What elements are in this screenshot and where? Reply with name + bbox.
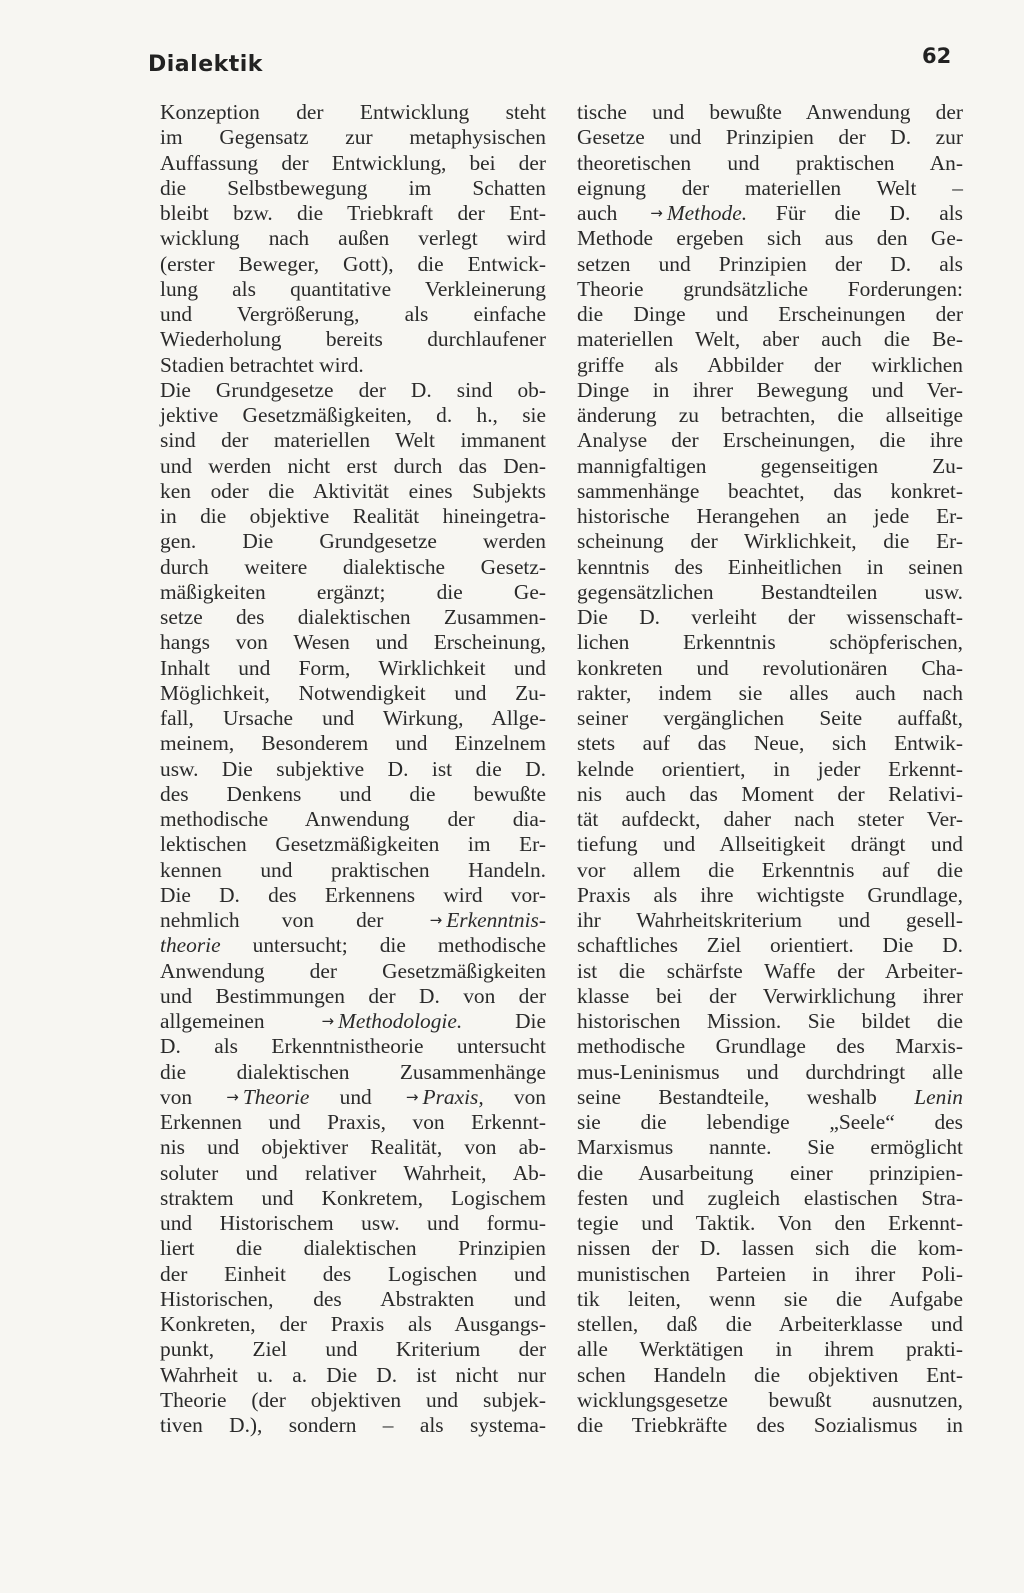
text-column-right (577, 100, 963, 1438)
text-line (577, 226, 963, 251)
italic-term: Methodologie. (338, 1009, 463, 1033)
text-fragment: Die D. verleiht der wissenschaft- (577, 605, 963, 629)
text-fragment: Erkennen und Praxis, von Erkennt- (160, 1110, 546, 1134)
text-line (160, 428, 546, 453)
text-line (160, 327, 546, 352)
text-fragment: von (160, 1084, 223, 1109)
text-fragment: mannigfaltigen gegenseitigen Zu- (577, 453, 963, 478)
text-fragment: jektive Gesetzmäßigkeiten, d. h., sie (160, 403, 546, 427)
text-line (577, 1413, 963, 1438)
text-line (160, 1287, 546, 1312)
text-fragment: eignung der materiellen Welt – (577, 175, 963, 200)
text-line (577, 605, 963, 630)
text-fragment: griffe als Abbilder der wirklichen (577, 352, 963, 377)
text-fragment: methodische Grundlage des Marxis- (577, 1034, 963, 1059)
text-line (577, 1363, 963, 1388)
text-line (160, 984, 546, 1009)
text-fragment: änderung zu betrachten, die allseitige (577, 403, 963, 427)
text-fragment: und werden nicht erst durch das Den- (160, 453, 546, 478)
text-fragment: ken oder die Aktivität eines Subjekts (160, 478, 546, 503)
text-fragment: die Selbstbewegung im Schatten (160, 175, 546, 200)
text-fragment: soluter und relativer Wahrheit, Ab- (160, 1160, 546, 1185)
text-fragment: (erster Beweger, Gott), die Entwick- (160, 251, 546, 276)
text-line (577, 176, 963, 201)
text-line (577, 731, 963, 756)
text-fragment: historische Herangehen an jede Er- (577, 504, 963, 528)
text-line (160, 176, 546, 201)
italic-term: Lenin (914, 1084, 963, 1109)
text-line (160, 858, 546, 883)
cross-reference-arrow-icon: → (226, 1087, 239, 1106)
italic-term: theorie (160, 933, 221, 958)
text-fragment: Methode ergeben sich aus den Ge- (577, 226, 963, 251)
text-fragment: tik leiten, wenn sie die Aufgabe (577, 1286, 963, 1311)
text-line (160, 277, 546, 302)
text-line (160, 1236, 546, 1261)
text-fragment: D. als Erkenntnistheorie untersucht (160, 1034, 546, 1059)
text-fragment: Theorie (der objektiven und subjek- (160, 1387, 546, 1412)
text-fragment: und Bestimmungen der D. von der (160, 983, 546, 1008)
text-fragment: und Vergrößerung, als einfache (160, 302, 546, 326)
text-fragment: seine Bestandteile, weshalb (577, 1084, 915, 1109)
text-line (160, 555, 546, 580)
text-line (577, 1186, 963, 1211)
text-line (577, 706, 963, 731)
text-fragment: gegensätzlichen Bestandteilen usw. (577, 579, 963, 604)
text-fragment: Für die D. als (747, 201, 964, 225)
text-line (160, 1388, 546, 1413)
text-fragment: lung als quantitative Verkleinerung (160, 276, 546, 301)
text-fragment: stets auf das Neue, sich Entwik- (577, 731, 963, 756)
text-line (160, 252, 546, 277)
text-fragment: Gesetze und Prinzipien der D. zur (577, 125, 963, 150)
text-line (577, 1135, 963, 1160)
text-fragment: durch weitere dialektische Gesetz- (160, 554, 546, 579)
text-fragment: schaftliches Ziel orientiert. Die D. (577, 933, 963, 958)
text-fragment: scheinung der Wirklichkeit, die Er- (577, 529, 963, 554)
text-fragment: Marxismus nannte. Sie ermöglicht (577, 1135, 963, 1160)
text-fragment: im Gegensatz zur metaphysischen (160, 125, 546, 150)
text-fragment: tiefung und Allseitigkeit drängt und (577, 832, 963, 857)
text-line (160, 605, 546, 630)
text-fragment: sie die lebendige „Seele“ des (577, 1110, 963, 1134)
text-line (577, 555, 963, 580)
text-line (577, 479, 963, 504)
text-column-left (160, 100, 546, 1438)
text-fragment: straktem und Konkretem, Logischem (160, 1185, 546, 1210)
text-line (577, 125, 963, 150)
text-line (160, 1262, 546, 1287)
text-line (577, 1009, 963, 1034)
text-line (577, 1312, 963, 1337)
text-fragment: Historischen, des Abstrakten und (160, 1286, 546, 1311)
text-line (160, 378, 546, 403)
text-fragment: tiven D.), sondern – als systema- (160, 1413, 546, 1437)
text-line (160, 100, 546, 125)
text-fragment: punkt, Ziel und Kriterium der (160, 1337, 546, 1362)
text-line (160, 908, 546, 933)
text-fragment: auch (577, 201, 647, 225)
text-line (577, 378, 963, 403)
text-line (577, 1236, 963, 1261)
text-fragment: fall, Ursache und Wirkung, Allge- (160, 706, 546, 730)
text-fragment: Praxis als ihre wichtigste Grundlage, (577, 882, 963, 907)
text-line (577, 933, 963, 958)
text-line (160, 1060, 546, 1085)
text-fragment: Stadien betrachtet wird. (160, 352, 364, 377)
text-fragment: rakter, indem sie alles auch nach (577, 680, 963, 705)
text-fragment: Die D. des Erkennens wird vor- (160, 882, 546, 907)
text-line (577, 959, 963, 984)
text-fragment: untersucht; die methodische (220, 933, 546, 958)
text-fragment: stellen, daß die Arbeiterklasse und (577, 1312, 963, 1336)
text-line (160, 1135, 546, 1160)
text-fragment: munistischen Parteien in ihrer Poli- (577, 1261, 963, 1286)
text-fragment: des Denkens und die bewußte (160, 781, 546, 806)
text-fragment: der Einheit des Logischen und (160, 1261, 546, 1286)
text-fragment: wicklung nach außen verlegt wird (160, 226, 546, 251)
text-line (577, 1034, 963, 1059)
text-line (577, 252, 963, 277)
text-fragment: Wiederholung bereits durchlaufener (160, 327, 546, 352)
text-line (160, 1186, 546, 1211)
text-fragment: ist die schärfste Waffe der Arbeiter- (577, 958, 963, 983)
text-line (160, 807, 546, 832)
cross-reference-arrow-icon: → (405, 1087, 419, 1106)
text-line (160, 226, 546, 251)
italic-term: Methode. (666, 201, 748, 225)
text-line (160, 656, 546, 681)
text-fragment: festen und zugleich elastischen Stra- (577, 1185, 963, 1210)
text-fragment: methodische Anwendung der dia- (160, 807, 546, 831)
text-fragment: bleibt bzw. die Triebkraft der Ent- (160, 201, 546, 225)
text-fragment: sammenhänge beachtet, das konkret- (577, 478, 963, 503)
text-fragment: setze des dialektischen Zusammen- (160, 605, 546, 629)
text-fragment: schen Handeln die objektiven Ent- (577, 1362, 963, 1387)
text-fragment: meinem, Besonderem und Einzelnem (160, 731, 546, 756)
cross-reference-arrow-icon: → (650, 204, 663, 222)
text-line (577, 529, 963, 554)
cross-reference-arrow-icon: → (429, 911, 443, 929)
text-line (160, 302, 546, 327)
text-line (577, 580, 963, 605)
italic-term: Erkenntnis- (446, 908, 546, 932)
text-line (577, 353, 963, 378)
text-line (577, 428, 963, 453)
text-fragment: gen. Die Grundgesetze werden (160, 529, 546, 554)
text-fragment: Dinge in ihrer Bewegung und Ver- (577, 377, 963, 402)
text-line (577, 1211, 963, 1236)
text-line (160, 529, 546, 554)
text-fragment: die Triebkräfte des Sozialismus in (577, 1413, 963, 1437)
text-fragment: alle Werktätigen in ihrem prakti- (577, 1337, 963, 1362)
text-line (160, 1110, 546, 1135)
text-fragment: usw. Die subjektive D. ist die D. (160, 756, 546, 781)
text-line (160, 1161, 546, 1186)
text-line (160, 580, 546, 605)
text-fragment: Konzeption der Entwicklung steht (160, 100, 546, 124)
text-fragment: kelnde orientiert, in jeder Erkennt- (577, 756, 963, 781)
text-line (577, 1161, 963, 1186)
text-line (577, 403, 963, 428)
text-line (577, 883, 963, 908)
text-line (577, 1110, 963, 1135)
text-fragment: historischen Mission. Sie bildet die (577, 1009, 963, 1033)
text-fragment: und Historischem usw. und formu- (160, 1211, 546, 1235)
text-line (577, 327, 963, 352)
text-line (160, 1211, 546, 1236)
text-fragment: Möglichkeit, Notwendigkeit und Zu- (160, 680, 546, 705)
text-fragment: in die objektive Realität hineingetra- (160, 504, 546, 528)
text-line (160, 1337, 546, 1362)
text-line (577, 858, 963, 883)
text-line (577, 832, 963, 857)
text-fragment: Theorie grundsätzliche Forderungen: (577, 276, 963, 301)
text-fragment: hangs von Wesen und Erscheinung, (160, 630, 546, 655)
text-fragment: mäßigkeiten ergänzt; die Ge- (160, 579, 546, 604)
text-line (160, 479, 546, 504)
text-line (160, 681, 546, 706)
text-line (160, 706, 546, 731)
text-line (160, 959, 546, 984)
text-line (577, 100, 963, 125)
text-fragment: Analyse der Erscheinungen, die ihre (577, 428, 963, 453)
text-line (160, 151, 546, 176)
text-line (160, 1312, 546, 1337)
text-line (160, 1085, 546, 1110)
text-line (160, 504, 546, 529)
text-fragment: Inhalt und Form, Wirklichkeit und (160, 655, 546, 680)
text-line (577, 504, 963, 529)
text-line (577, 1287, 963, 1312)
text-line (160, 1363, 546, 1388)
text-line (577, 277, 963, 302)
running-head: Dialektik (148, 52, 263, 77)
text-fragment: theoretischen und praktischen An- (577, 150, 963, 175)
text-line (577, 984, 963, 1009)
text-fragment: wicklungsgesetze bewußt ausnutzen, (577, 1387, 963, 1412)
italic-term: Theorie (242, 1084, 310, 1109)
text-line (577, 782, 963, 807)
text-line (577, 908, 963, 933)
text-line (160, 933, 546, 958)
text-fragment: materiellen Welt, aber auch die Be- (577, 327, 963, 352)
text-fragment: tegie und Taktik. Von den Erkennt- (577, 1211, 963, 1235)
text-line (577, 630, 963, 655)
text-line (577, 807, 963, 832)
text-fragment: klasse bei der Verwirklichung ihrer (577, 983, 963, 1008)
text-fragment: vor allem die Erkenntnis auf die (577, 857, 963, 882)
text-fragment: nis und objektiver Realität, von ab- (160, 1135, 546, 1160)
text-fragment: setzen und Prinzipien der D. als (577, 251, 963, 276)
text-line (160, 883, 546, 908)
text-line (577, 681, 963, 706)
text-fragment: die Dinge und Erscheinungen der (577, 302, 963, 326)
text-fragment: die Ausarbeitung einer prinzipien- (577, 1160, 963, 1185)
text-line (160, 1034, 546, 1059)
text-fragment: Konkreten, der Praxis als Ausgangs- (160, 1312, 546, 1336)
text-fragment: sind der materiellen Welt immanent (160, 428, 546, 453)
cross-reference-arrow-icon: → (321, 1012, 335, 1030)
text-line (160, 782, 546, 807)
text-fragment: Wahrheit u. a. Die D. ist nicht nur (160, 1362, 546, 1387)
text-fragment: konkreten und revolutionären Cha- (577, 655, 963, 680)
text-line (577, 1388, 963, 1413)
text-line (577, 151, 963, 176)
text-line (160, 125, 546, 150)
text-fragment: lichen Erkenntnis schöpferischen, (577, 630, 963, 655)
text-fragment: und (309, 1084, 402, 1109)
text-line (577, 1085, 963, 1110)
text-fragment: nissen der D. lassen sich die kom- (577, 1236, 963, 1261)
text-line (160, 757, 546, 782)
text-fragment: Anwendung der Gesetzmäßigkeiten (160, 958, 546, 983)
text-line (160, 454, 546, 479)
text-line (577, 1060, 963, 1085)
text-fragment: mus-Leninismus und durchdringt alle (577, 1059, 963, 1084)
text-line (577, 1262, 963, 1287)
text-fragment: allgemeinen (160, 1009, 318, 1033)
text-fragment: Die Grundgesetze der D. sind ob- (160, 377, 546, 402)
text-line (577, 302, 963, 327)
text-line (160, 353, 546, 378)
text-line (577, 201, 963, 226)
text-line (577, 454, 963, 479)
text-fragment: seiner vergänglichen Seite auffaßt, (577, 706, 963, 730)
text-line (160, 201, 546, 226)
text-fragment: nehmlich von der (160, 908, 426, 932)
text-fragment: tische und bewußte Anwendung der (577, 100, 963, 124)
text-line (160, 1009, 546, 1034)
page-number: 62 (922, 44, 952, 68)
text-line (577, 757, 963, 782)
text-fragment: kennen und praktischen Handeln. (160, 857, 546, 882)
text-line (160, 832, 546, 857)
text-line (160, 731, 546, 756)
text-line (577, 1337, 963, 1362)
text-line (160, 630, 546, 655)
text-line (160, 1413, 546, 1438)
text-fragment: liert die dialektischen Prinzipien (160, 1236, 546, 1261)
text-fragment: von (483, 1084, 546, 1109)
italic-term: Praxis, (422, 1084, 484, 1109)
text-line (577, 656, 963, 681)
text-fragment: Auffassung der Entwicklung, bei der (160, 150, 546, 175)
text-fragment: tät aufdeckt, daher nach steter Ver- (577, 807, 963, 831)
text-fragment: die dialektischen Zusammenhänge (160, 1059, 546, 1084)
text-fragment: nis auch das Moment der Relativi- (577, 781, 963, 806)
text-fragment: Die (462, 1009, 546, 1033)
text-line (160, 403, 546, 428)
text-fragment: lektischen Gesetzmäßigkeiten im Er- (160, 832, 546, 857)
text-fragment: ihr Wahrheitskriterium und gesell- (577, 908, 963, 932)
text-fragment: kenntnis des Einheitlichen in seinen (577, 554, 963, 579)
